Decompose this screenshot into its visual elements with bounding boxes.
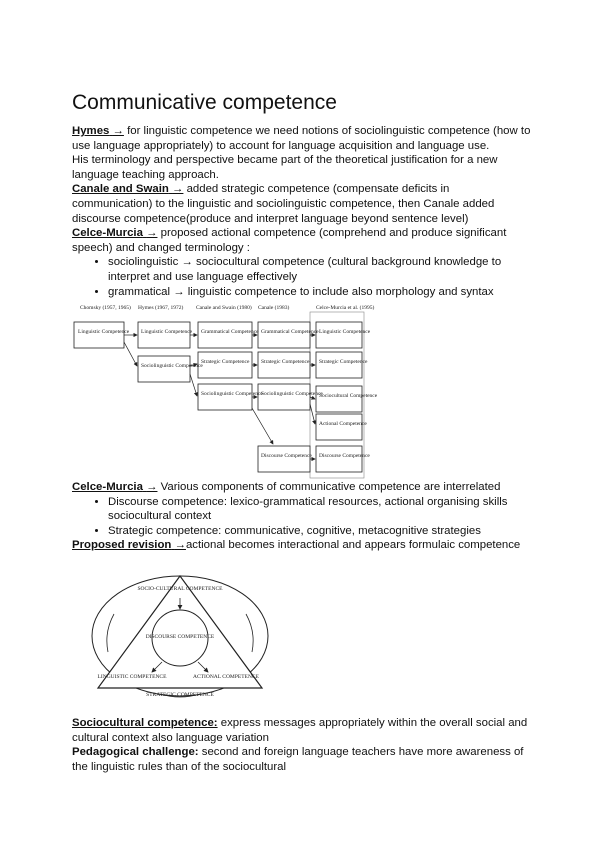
pedagogical-term: Pedagogical challenge:	[72, 746, 199, 759]
label-discourse: DISCOURSE COMPETENCE	[145, 634, 215, 640]
list-item: • grammatical → linguistic competence to include also morphology and syntax	[108, 285, 532, 300]
sociocultural-paragraph: Sociocultural competence: express messages appropriately within the overall social and cultural context also language variation	[72, 717, 528, 744]
header-celce-murcia: Celce-Murcia et al. (1995)	[316, 305, 375, 311]
canale-paragraph: Canale and Swain → added strategic competence (compensate deficits in communication) to the linguistic and sociolinguistic competence, then Canale added discourse competence(produce and interpret language beyond sentence level)	[72, 183, 495, 225]
header-canale: Canale (1983)	[258, 305, 290, 311]
hymes-paragraph: Hymes → for linguistic competence we need notions of sociolinguistic competence (how to use language appropriately) to account for language acquisition and language use.	[72, 125, 531, 152]
label-actional: ACTIONAL COMPETENCE	[193, 674, 259, 680]
competence-evolution-diagram	[70, 302, 378, 478]
document-page-lower	[72, 480, 532, 553]
document-page	[72, 90, 532, 299]
celce-bullets-1	[72, 255, 532, 299]
box-c-strategic: Strategic Competence	[261, 359, 310, 365]
sociocultural-term: Sociocultural competence:	[72, 717, 218, 729]
list-item: • Discourse competence: lexico-grammatical resources, actional organising skills sociocultural context	[108, 495, 532, 524]
box-cs-grammatical: Grammatical Competence	[201, 329, 259, 335]
list-item: • sociolinguistic → sociocultural competence (cultural background knowledge to interpret and use language effectively	[108, 255, 532, 284]
page-title: Communicative competence	[72, 91, 337, 114]
box-c-discourse: Discourse Competence	[261, 453, 312, 459]
box-hymes-sociolinguistic: Sociolinguistic Competence	[141, 363, 203, 369]
celce-bullets-2	[72, 495, 532, 539]
revision-term: Proposed revision →	[72, 539, 186, 552]
competence-model-diagram	[90, 572, 270, 700]
box-cs-sociolinguistic: Sociolinguistic Competence	[201, 391, 263, 397]
celce-paragraph-2: Celce-Murcia → Various components of communicative competence are interrelated	[72, 481, 501, 493]
celce-term-2: Celce-Murcia →	[72, 481, 158, 493]
box-c-grammatical: Grammatical Competence	[261, 329, 319, 335]
document-page-bottom	[72, 716, 532, 774]
pedagogical-paragraph: Pedagogical challenge: second and foreign language teachers have more awareness of the linguistic rules than of the sociocultural	[72, 746, 524, 773]
box-c-sociolinguistic: Sociolinguistic Competence	[261, 391, 323, 397]
celce-paragraph-1: Celce-Murcia → proposed actional competence (comprehend and produce significant speech) and changed terminology :	[72, 227, 507, 254]
box-cm-actional: Actional Competence	[319, 421, 367, 427]
label-strategic: STRATEGIC COMPETENCE	[146, 692, 214, 698]
box-cm-sociocultural: Sociocultural Competence	[319, 393, 378, 399]
box-cs-strategic: Strategic Competence	[201, 359, 250, 365]
canale-term: Canale and Swain →	[72, 183, 184, 196]
header-hymes: Hymes (1967, 1972)	[138, 305, 184, 311]
label-sociocultural: SOCIO-CULTURAL COMPETENCE	[137, 586, 223, 592]
hymes-paragraph-2: His terminology and perspective became part of the theoretical justification for a new language teaching approach.	[72, 154, 498, 181]
label-linguistic: LINGUISTIC COMPETENCE	[97, 674, 167, 680]
box-cm-linguistic: Linguistic Competence	[319, 329, 371, 335]
box-cm-strategic: Strategic Competence	[319, 359, 368, 365]
list-item: • Strategic competence: communicative, cognitive, metacognitive strategies	[108, 524, 532, 539]
box-cm-discourse: Discourse Competence	[319, 453, 370, 459]
header-chomsky: Chomsky (1957, 1965)	[80, 305, 131, 311]
hymes-term: Hymes →	[72, 125, 124, 137]
header-canale-swain: Canale and Swain (1980)	[196, 305, 252, 311]
box-hymes-linguistic: Linguistic Competence	[141, 329, 193, 335]
revision-paragraph: Proposed revision →actional becomes interactional and appears formulaic competence	[72, 539, 521, 552]
box-chomsky-linguistic: Linguistic Competence	[78, 329, 130, 335]
celce-term-1: Celce-Murcia →	[72, 227, 158, 240]
